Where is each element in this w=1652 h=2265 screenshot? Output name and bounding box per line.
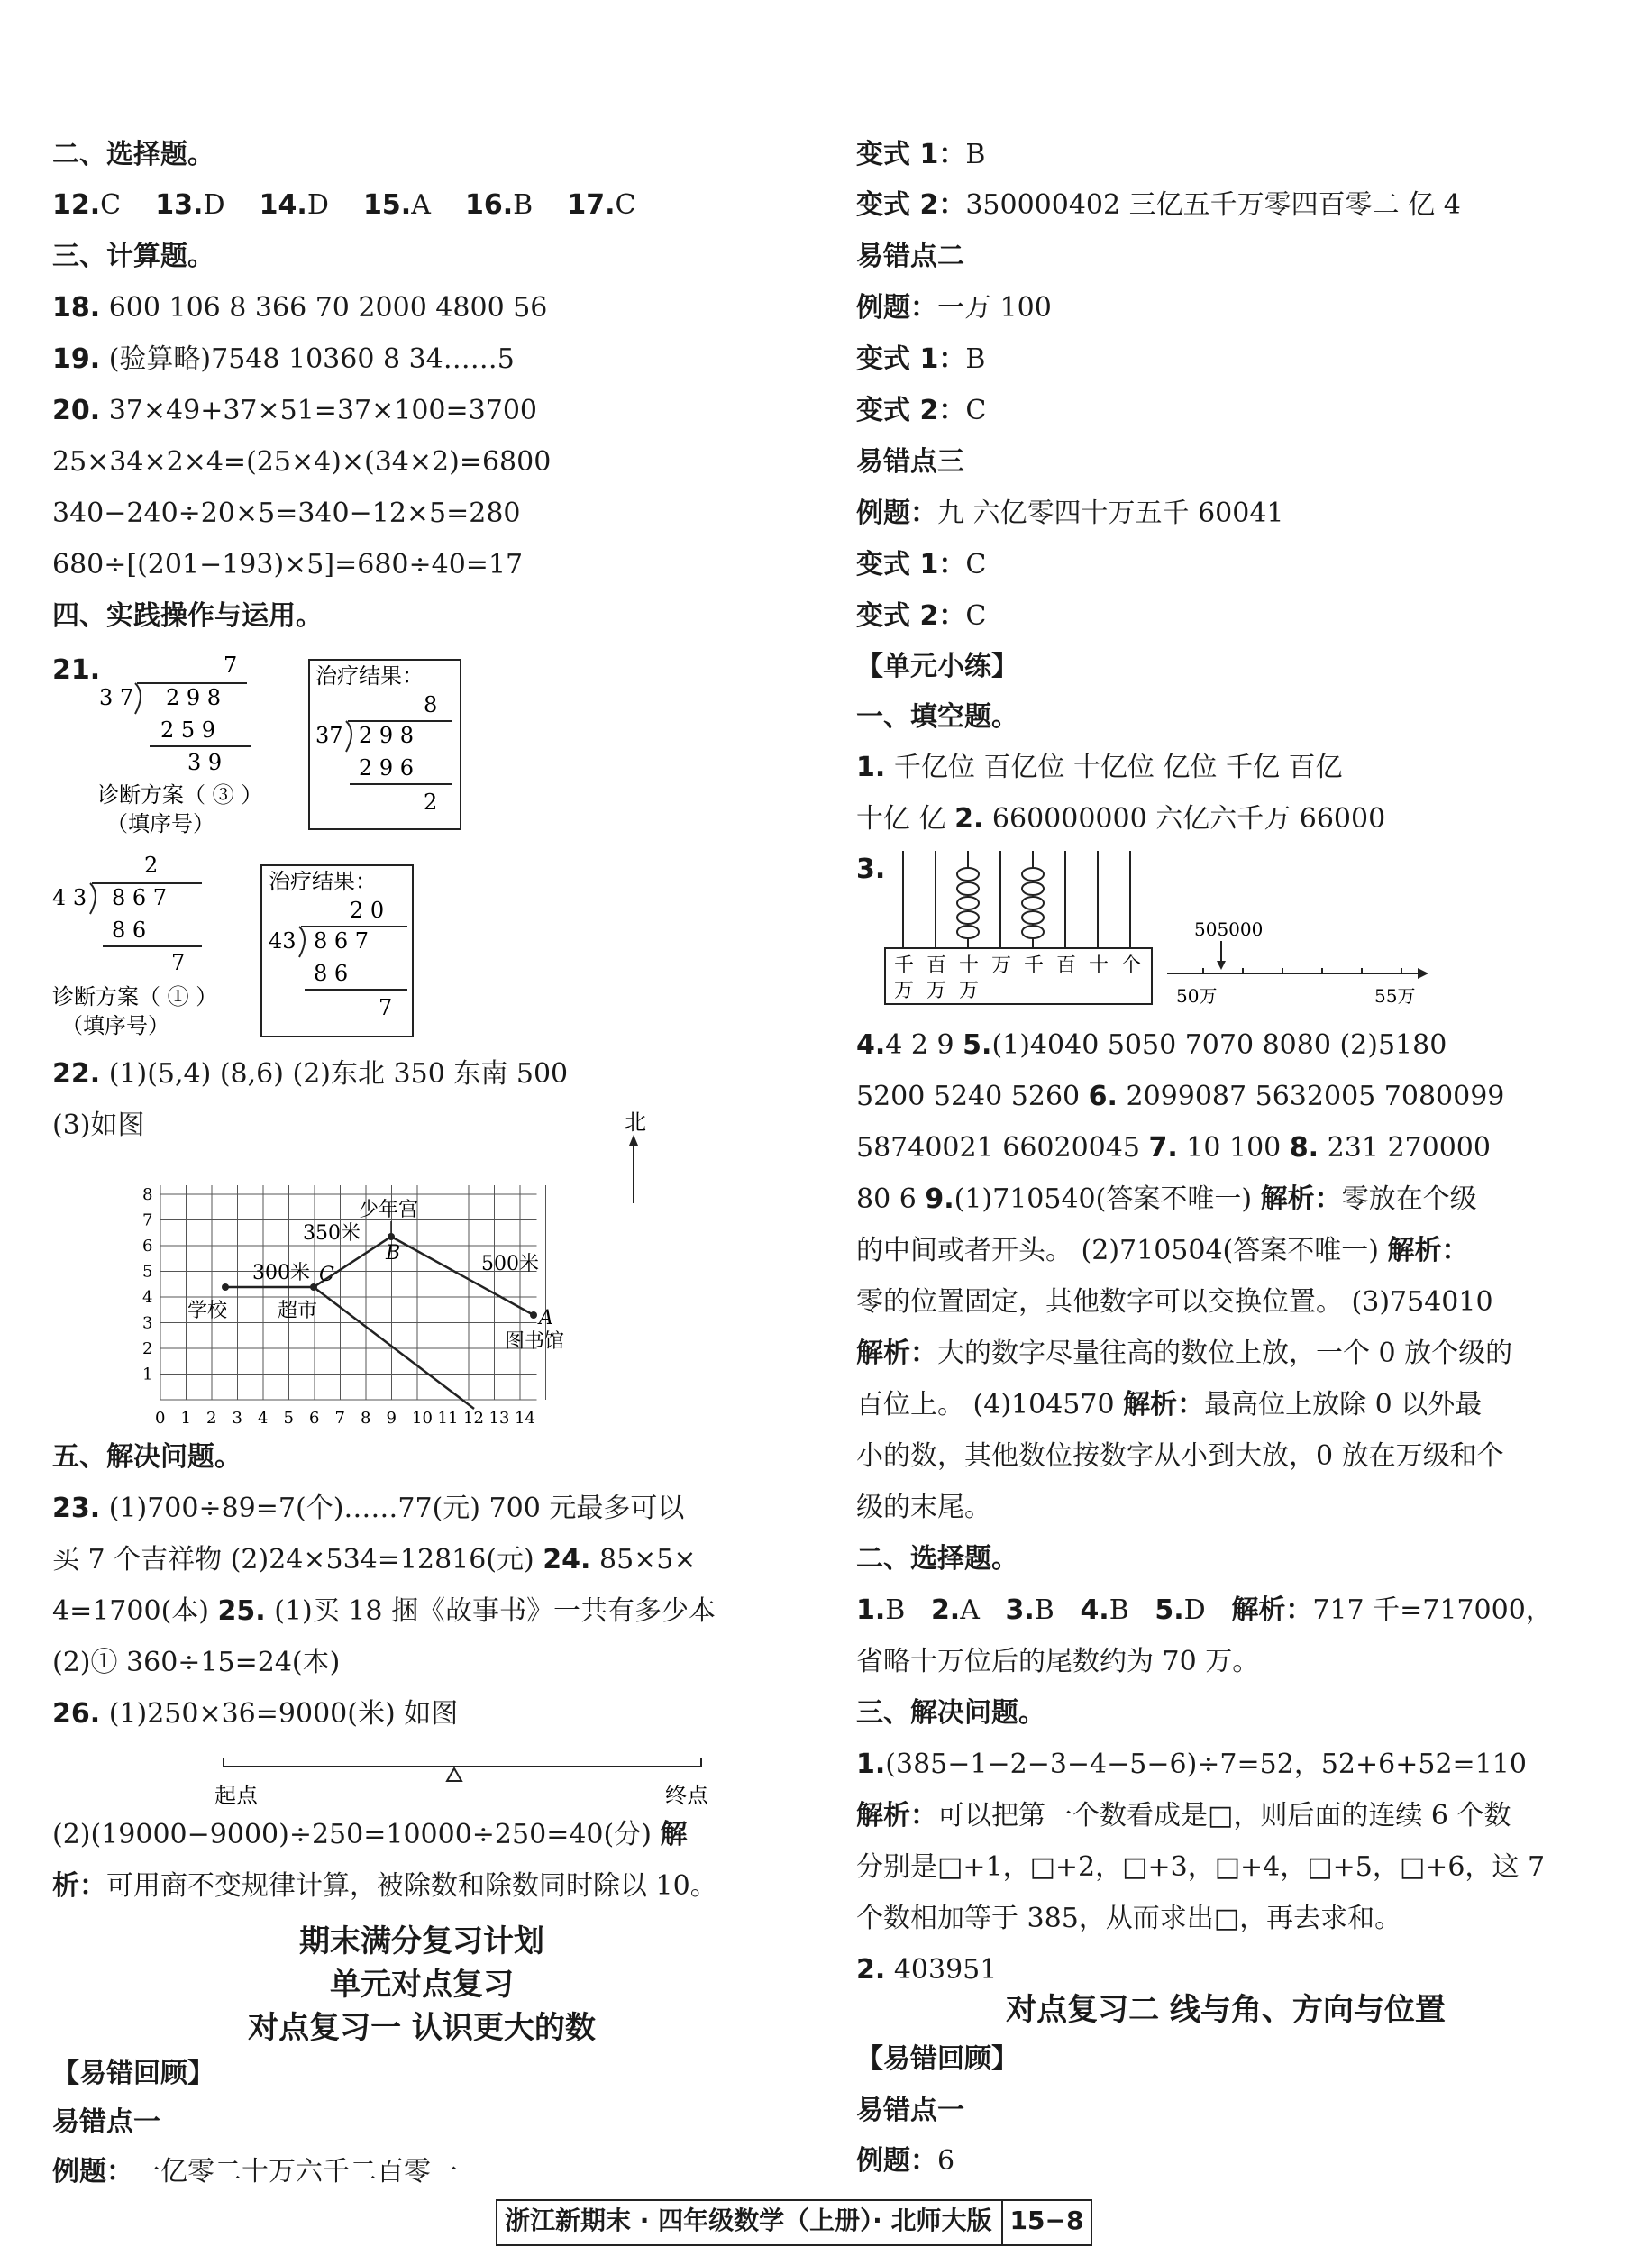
x-tick: 1	[180, 1409, 191, 1428]
distance-350: 350米	[303, 1222, 361, 1245]
section-heading: 一、填空题。	[856, 701, 1018, 733]
fill-answer-4-5: 4.4 2 9 5.(1)4040 5050 7070 8080 (2)5180	[856, 1029, 1447, 1061]
fill-answer-9-line: 级的末尾。	[856, 1492, 991, 1523]
svg-text:2: 2	[144, 853, 159, 878]
abacus-label: 万	[894, 980, 915, 1002]
fill-answer-9-line: 百位上。 (4)104570 解析：最高位上放除 0 以外最	[856, 1389, 1483, 1420]
abacus-bead	[1022, 897, 1044, 909]
abacus-label: 万	[959, 980, 980, 1002]
svg-text:7: 7	[379, 995, 393, 1020]
start-label: 起点	[214, 1783, 258, 1808]
error-point-heading: 易错点三	[856, 446, 964, 478]
footer-title: 浙江新期末 · 四年级数学（上册）· 北师大版	[505, 2206, 992, 2235]
answer-26: 26. (1)250×36=9000(米) 如图	[52, 1698, 459, 1730]
variant-answer: 变式 1：B	[856, 139, 986, 170]
error-point-heading: 易错点一	[856, 2095, 964, 2126]
section-title: 对点复习二 线与角、方向与位置	[1006, 1992, 1446, 2028]
answer-18: 18. 600 106 8 366 70 2000 4800 56	[52, 292, 548, 324]
svg-text:（填序号）: （填序号）	[61, 1013, 169, 1038]
solve-analysis: 解析：可以把第一个数看成是□，则后面的连续 6 个数	[856, 1800, 1511, 1831]
page-footer	[496, 2199, 1092, 2246]
svg-text:7: 7	[171, 950, 186, 975]
svg-text:8 6: 8 6	[112, 918, 147, 943]
number-line-50: 50万	[1176, 985, 1218, 1007]
number-line-55: 55万	[1374, 985, 1416, 1007]
svg-text:C: C	[319, 1264, 334, 1286]
svg-text:8 6 7: 8 6 7	[112, 885, 168, 910]
svg-text:治疗结果：: 治疗结果：	[269, 869, 377, 894]
review-heading: 【易错回顾】	[52, 2058, 214, 2089]
abacus-bead	[1022, 868, 1044, 881]
solve-answer-2: 2. 403951	[856, 1954, 998, 1986]
page-number: 15−8	[1001, 2201, 1084, 2244]
x-tick: 6	[309, 1409, 320, 1428]
svg-text:2 9 8: 2 9 8	[359, 723, 415, 748]
fill-answer-1-2: 十亿 亿 2. 660000000 六亿六千万 66000	[856, 803, 1386, 835]
x-tick: 2	[206, 1409, 217, 1428]
distance-300: 300米	[252, 1262, 310, 1284]
svg-text:2: 2	[424, 790, 438, 815]
market-label: 超市	[278, 1300, 318, 1322]
variant-answer: 变式 1：C	[856, 549, 987, 580]
svg-text:8 6 7: 8 6 7	[314, 928, 370, 954]
section-heading: 三、计算题。	[52, 241, 214, 272]
coordinate-map	[142, 1104, 701, 1429]
remainder: 3 9	[187, 750, 223, 775]
svg-text:诊断方案（ ① ）: 诊断方案（ ① ）	[52, 984, 218, 1009]
quotient: 7	[224, 653, 238, 678]
y-tick: 1	[142, 1365, 153, 1384]
answer-22: 22. (1)(5,4) (8,6) (2)东北 350 东南 500	[52, 1058, 569, 1090]
abacus-bead	[957, 868, 979, 881]
number-line	[1167, 910, 1438, 1009]
variant-answer: 变式 2：C	[856, 600, 987, 632]
solve-answer-1: 1.(385−1−2−3−4−5−6)÷7=52，52+6+52=110	[856, 1749, 1527, 1780]
svg-text:8: 8	[424, 692, 438, 717]
dividend: 2 9 8	[166, 685, 222, 710]
y-tick: 2	[142, 1339, 153, 1358]
section-heading: 二、选择题。	[52, 139, 214, 170]
y-tick: 5	[142, 1262, 153, 1282]
y-tick: 4	[142, 1288, 153, 1307]
abacus-bead	[1022, 926, 1044, 938]
error-point-heading: 易错点二	[856, 241, 964, 272]
example-answer: 例题：一亿零二十万六千二百零一	[52, 2156, 458, 2187]
x-tick: 3	[232, 1409, 242, 1428]
section-title: 对点复习一 认识更大的数	[248, 2010, 596, 2046]
variant-answer: 变式 2：C	[856, 395, 987, 426]
svg-text:43: 43	[269, 928, 297, 954]
solve-analysis-line: 分别是□+1，□+2，□+3，□+4，□+5，□+6，这 7	[856, 1851, 1546, 1883]
x-tick: 14	[515, 1409, 535, 1428]
section-heading: 五、解决问题。	[52, 1441, 242, 1473]
answer-20-line: 680÷[(201−193)×5]=680÷40=17	[52, 549, 524, 580]
answer-23: 23. (1)700÷89=7(个)……77(元) 700 元最多可以	[52, 1493, 685, 1524]
example-answer: 例题：6	[856, 2145, 955, 2177]
fill-answer-1: 1. 千亿位 百亿位 十亿位 亿位 千亿 百亿	[856, 752, 1343, 783]
y-tick: 3	[142, 1313, 153, 1333]
division-diagram-21a	[52, 649, 485, 847]
treatment-title: 治疗结果：	[315, 663, 424, 689]
distance-500: 500米	[481, 1253, 539, 1275]
x-tick: 5	[283, 1409, 294, 1428]
svg-text:B: B	[386, 1242, 401, 1265]
answer-24-25: 4=1700(本) 25. (1)买 18 捆《故事书》一共有多少本	[52, 1595, 716, 1627]
svg-text:2 9 6: 2 9 6	[359, 755, 415, 781]
youth-palace-label: 少年宫	[359, 1199, 419, 1221]
section-title: 期末满分复习计划	[299, 1923, 544, 1959]
fill-answer-9-line: 解析：大的数字尽量往高的数位上放，一个 0 放个级的	[856, 1338, 1513, 1369]
example-answer: 例题：九 六亿零四十万五千 60041	[856, 498, 1284, 529]
abacus-label: 十	[959, 954, 980, 977]
diagnosis: 诊断方案（ ③ ）	[97, 782, 263, 808]
variant-answer: 变式 1：B	[856, 343, 986, 375]
answer-26-analysis: 析：可用商不变规律计算，被除数和除数同时除以 10。	[52, 1870, 717, 1902]
variant-answer: 变式 2：350000402 三亿五千万零四百零二 亿 4	[856, 189, 1461, 221]
svg-text:8 6: 8 6	[314, 961, 349, 986]
answer-20-line: 25×34×2×4=(25×4)×(34×2)=6800	[52, 446, 552, 478]
question-number: 21.	[52, 654, 101, 686]
subtrahend: 2 5 9	[160, 717, 216, 743]
divisor: 3 7	[99, 685, 134, 710]
abacus-label: 百	[1056, 954, 1077, 977]
fill-answer-9-line: 小的数，其他数位按数字从小到大放，0 放在万级和个	[856, 1440, 1504, 1472]
number-line-value: 505000	[1194, 918, 1264, 940]
solve-analysis-line: 个数相加等于 385，从而求出□，再去求和。	[856, 1903, 1402, 1934]
section-heading: 四、实践操作与运用。	[52, 600, 323, 632]
fill-hint: （填序号）	[106, 811, 214, 836]
answer-26-line: (2)(19000−9000)÷250=10000÷250=40(分) 解	[52, 1819, 688, 1850]
x-tick: 11	[437, 1409, 459, 1428]
fill-answer-5-6: 5200 5240 5260 6. 2099087 5632005 7080099	[856, 1081, 1505, 1112]
abacus-bead	[957, 882, 979, 895]
x-tick: 7	[334, 1409, 345, 1428]
end-label: 终点	[665, 1783, 708, 1808]
answer-19: 19. (验算略)7548 10360 8 34……5	[52, 343, 515, 375]
abacus-label: 百	[926, 954, 947, 977]
x-tick: 9	[386, 1409, 397, 1428]
division-diagram-21b	[52, 849, 485, 1052]
north-label: 北	[625, 1110, 646, 1135]
error-point-heading: 易错点一	[52, 2106, 160, 2138]
y-tick: 7	[142, 1210, 153, 1230]
answer-20-line: 340−240÷20×5=340−12×5=280	[52, 498, 521, 529]
abacus-label: 十	[1089, 954, 1109, 977]
unit-practice-heading: 【单元小练】	[856, 651, 1018, 682]
fill-answer-9-line: 的中间或者开头。 (2)710504(答案不唯一) 解析：	[856, 1235, 1469, 1266]
section-title: 单元对点复习	[330, 1967, 514, 2003]
svg-text:2 0: 2 0	[350, 898, 385, 923]
y-tick: 8	[142, 1185, 153, 1204]
svg-text:37: 37	[315, 723, 343, 748]
abacus-label: 万	[926, 980, 947, 1002]
choice-analysis: 省略十万位后的尾数约为 70 万。	[856, 1646, 1260, 1677]
question-number: 3.	[856, 854, 886, 885]
answer-23-24: 买 7 个吉祥物 (2)24×534=12816(元) 24. 85×5×	[52, 1544, 697, 1575]
fill-answer-6-8: 58740021 66020045 7. 10 100 8. 231 270000	[856, 1132, 1491, 1164]
abacus-bead	[957, 897, 979, 909]
abacus-bead	[1022, 882, 1044, 895]
fill-answer-8-9: 80 6 9.(1)710540(答案不唯一) 解析：零放在个级	[856, 1183, 1477, 1215]
x-tick: 8	[361, 1409, 371, 1428]
x-tick: 0	[155, 1409, 166, 1428]
svg-text:A: A	[539, 1307, 553, 1329]
section-heading: 二、选择题。	[856, 1543, 1018, 1575]
x-tick: 10	[412, 1409, 433, 1428]
route-line-diagram	[187, 1740, 746, 1812]
abacus-diagram	[883, 847, 1181, 1009]
answers-12-17: 12.C 13.D 14.D 15.A 16.B 17.C	[52, 189, 636, 221]
library-label: 图书馆	[505, 1330, 565, 1353]
review-heading: 【易错回顾】	[856, 2043, 1018, 2075]
answer-20: 20. 37×49+37×51=37×100=3700	[52, 395, 538, 426]
answer-25-line: (2)① 360÷15=24(本)	[52, 1647, 341, 1678]
abacus-label: 千	[894, 954, 915, 977]
abacus-label: 个	[1121, 954, 1142, 977]
x-tick: 13	[488, 1409, 510, 1428]
abacus-bead	[1022, 911, 1044, 924]
fill-answer-9-line: 零的位置固定，其他数字可以交换位置。 (3)754010	[856, 1286, 1493, 1318]
y-tick: 6	[142, 1237, 153, 1256]
choice-answers: 1.B 2.A 3.B 4.B 5.D 解析：717 千=717000，	[856, 1594, 1553, 1626]
school-label: 学校	[187, 1300, 228, 1322]
section-heading: 三、解决问题。	[856, 1697, 1045, 1729]
abacus-bead	[957, 911, 979, 924]
answer-22-line: (3)如图	[52, 1110, 145, 1141]
abacus-label: 千	[1024, 954, 1045, 977]
svg-text:4 3: 4 3	[52, 885, 87, 910]
x-tick: 4	[258, 1409, 269, 1428]
x-tick: 12	[463, 1409, 484, 1428]
abacus-label: 万	[991, 954, 1012, 977]
example-answer: 例题：一万 100	[856, 292, 1052, 324]
abacus-bead	[957, 926, 979, 938]
